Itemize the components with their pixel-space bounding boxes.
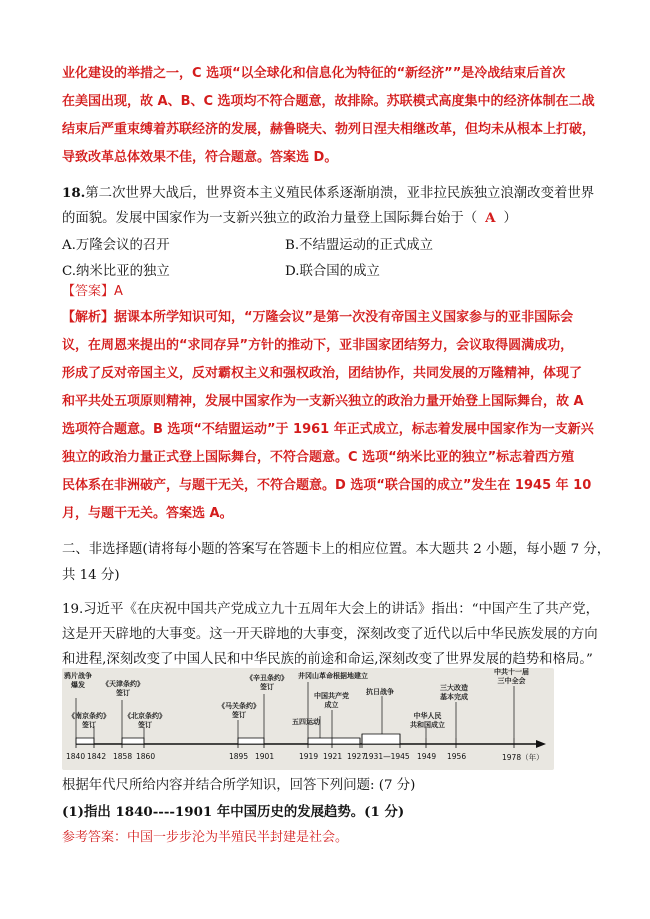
q18-answer-label: 【答案】A xyxy=(62,284,123,299)
year-label: 1949 xyxy=(417,752,437,761)
year-label: 1858 xyxy=(113,752,133,761)
q18-option-b: B.不结盟运动的正式成立 xyxy=(285,238,434,253)
explanation-line: 结束后严重束缚着苏联经济的发展，赫鲁晓夫、勃列日涅夫相继改革，但均未从根本上打破， xyxy=(62,122,596,137)
year-label: 1860 xyxy=(136,752,156,761)
event-third-plenum: 中共十一届 三中全会 xyxy=(494,668,529,685)
event-xinchou-treaty: 《辛丑条约》 签订 xyxy=(246,674,288,691)
q19-subquestion-1: (1)指出 1840----1901 年中国历史的发展趋势。(1 分) xyxy=(62,804,405,820)
year-label: 1956 xyxy=(447,752,467,761)
event-may-fourth: 五四运动 xyxy=(292,718,320,726)
year-label: 1901 xyxy=(255,752,275,761)
q18-stem-text: 第二次世界大战后，世界资本主义殖民体系逐渐崩溃，亚非拉民族独立浪潮改变着世界 xyxy=(85,186,595,201)
year-label: 1840 xyxy=(66,752,86,761)
q19-prompt xyxy=(62,776,415,796)
year-label: 1842 xyxy=(87,752,107,761)
explanation-line: 导致改革总体效果不佳，符合题意。答案选 D。 xyxy=(62,150,338,165)
section2-heading-cont: 共 14 分) xyxy=(62,568,120,583)
analysis-line: 民体系在非洲破产，与题干无关，不符合题意。D 选项“联合国的成立”发生在 1945 年 10 xyxy=(62,478,592,493)
q18-option-c: C.纳米比亚的独立 xyxy=(62,264,170,279)
q18-number: 18. xyxy=(62,185,86,201)
year-label: 1919 xyxy=(299,752,319,761)
event-anti-japanese-war: 抗日战争 xyxy=(366,688,394,696)
q18-stem-text2: 的面貌。发展中国家作为一支新兴独立的政治力量登上国际舞台始于（ xyxy=(62,211,478,226)
q18-stem-close: ） xyxy=(503,211,517,226)
q19-stem-line3: 和进程,深刻改变了中国人民和中华民族的前途和命运,深刻改变了世界发展的趋势和格局。” xyxy=(62,652,593,667)
analysis-line: 形成了反对帝国主义，反对霸权主义和强权政治，团结协作，共同发展的万隆精神，体现了 xyxy=(62,366,583,381)
year-label: 1927 xyxy=(347,752,367,761)
q19-stem-line2: 这是开天辟地的大事变。这一开天辟地的大事变，深刻改变了近代以后中华民族发展的方向 xyxy=(62,627,598,642)
event-beijing-treaty: 《北京条约》 签订 xyxy=(124,712,166,729)
analysis-line: 议，在周恩来提出的“求同存异”方针的推动下，亚非国家团结努力，会议取得圆满成功， xyxy=(62,338,574,353)
analysis-line: 【解析】据课本所学知识可知，“万隆会议”是第一次没有帝国主义国家参与的亚非国际会 xyxy=(62,310,574,325)
q18-option-a: A.万隆会议的召开 xyxy=(62,238,170,253)
year-label: 1978（年） xyxy=(502,753,544,762)
q19-stem-line1: 19.习近平《在庆祝中国共产党成立九十五周年大会上的讲话》指出：“中国产生了共产党， xyxy=(62,602,599,617)
event-jinggangshan-base: 井冈山革命根据地建立 xyxy=(298,672,368,680)
q19-reference-answer: 参考答案：中国一步步沦为半殖民半封建是社会。 xyxy=(62,830,349,845)
event-maguan-treaty: 《马关条约》 签订 xyxy=(218,702,260,719)
analysis-line: 和平共处五项原则精神，发展中国家作为一支新兴独立的政治力量开始登上国际舞台，故 A xyxy=(62,394,584,409)
section2-heading: 二、非选择题(请将每小题的答案写在答题卡上的相应位置。本大题共 2 小题，每小题 7 分， xyxy=(62,542,611,557)
q19-prompt-text: 根据年代尺所给内容并结合所学知识，回答下列问题: (7 分) xyxy=(62,778,416,793)
event-cpc-founded: 中国共产党 成立 xyxy=(314,692,349,709)
q18-stem-line2 xyxy=(62,208,517,229)
q18-stem-line1 xyxy=(62,183,594,204)
event-prc-founded: 中华人民 共和国成立 xyxy=(410,712,445,729)
year-label: 1921 xyxy=(323,752,343,761)
explanation-line: 业化建设的举措之一，C 选项“以全球化和信息化为特征的“新经济””是冷战结束后首次 xyxy=(62,66,566,81)
q18-answer-mark: A xyxy=(485,210,496,226)
year-label: 1895 xyxy=(229,752,249,761)
event-three-transformations: 三大改造 基本完成 xyxy=(440,684,468,701)
timeline-figure xyxy=(62,668,554,770)
event-opium-war: 鸦片战争 爆发 xyxy=(64,672,92,689)
analysis-line: 选项符合题意。B 选项“不结盟运动”于 1961 年正式成立，标志着发展中国家作为一支新兴 xyxy=(62,422,594,437)
analysis-line: 月，与题干无关。答案选 A。 xyxy=(62,506,233,521)
explanation-line: 在美国出现，故 A、B、C 选项均不符合题意，故排除。苏联模式高度集中的经济体制在二战 xyxy=(62,94,595,109)
year-label: 1931—1945 xyxy=(364,752,410,761)
q18-option-d: D.联合国的成立 xyxy=(285,264,380,279)
analysis-line: 独立的政治力量正式登上国际舞台，不符合题意。C 选项“纳米比亚的独立”标志着西方殖 xyxy=(62,450,575,465)
event-nanjing-treaty: 《南京条约》 签订 xyxy=(68,712,110,729)
event-tianjin-treaty: 《天津条约》 签订 xyxy=(102,680,144,697)
